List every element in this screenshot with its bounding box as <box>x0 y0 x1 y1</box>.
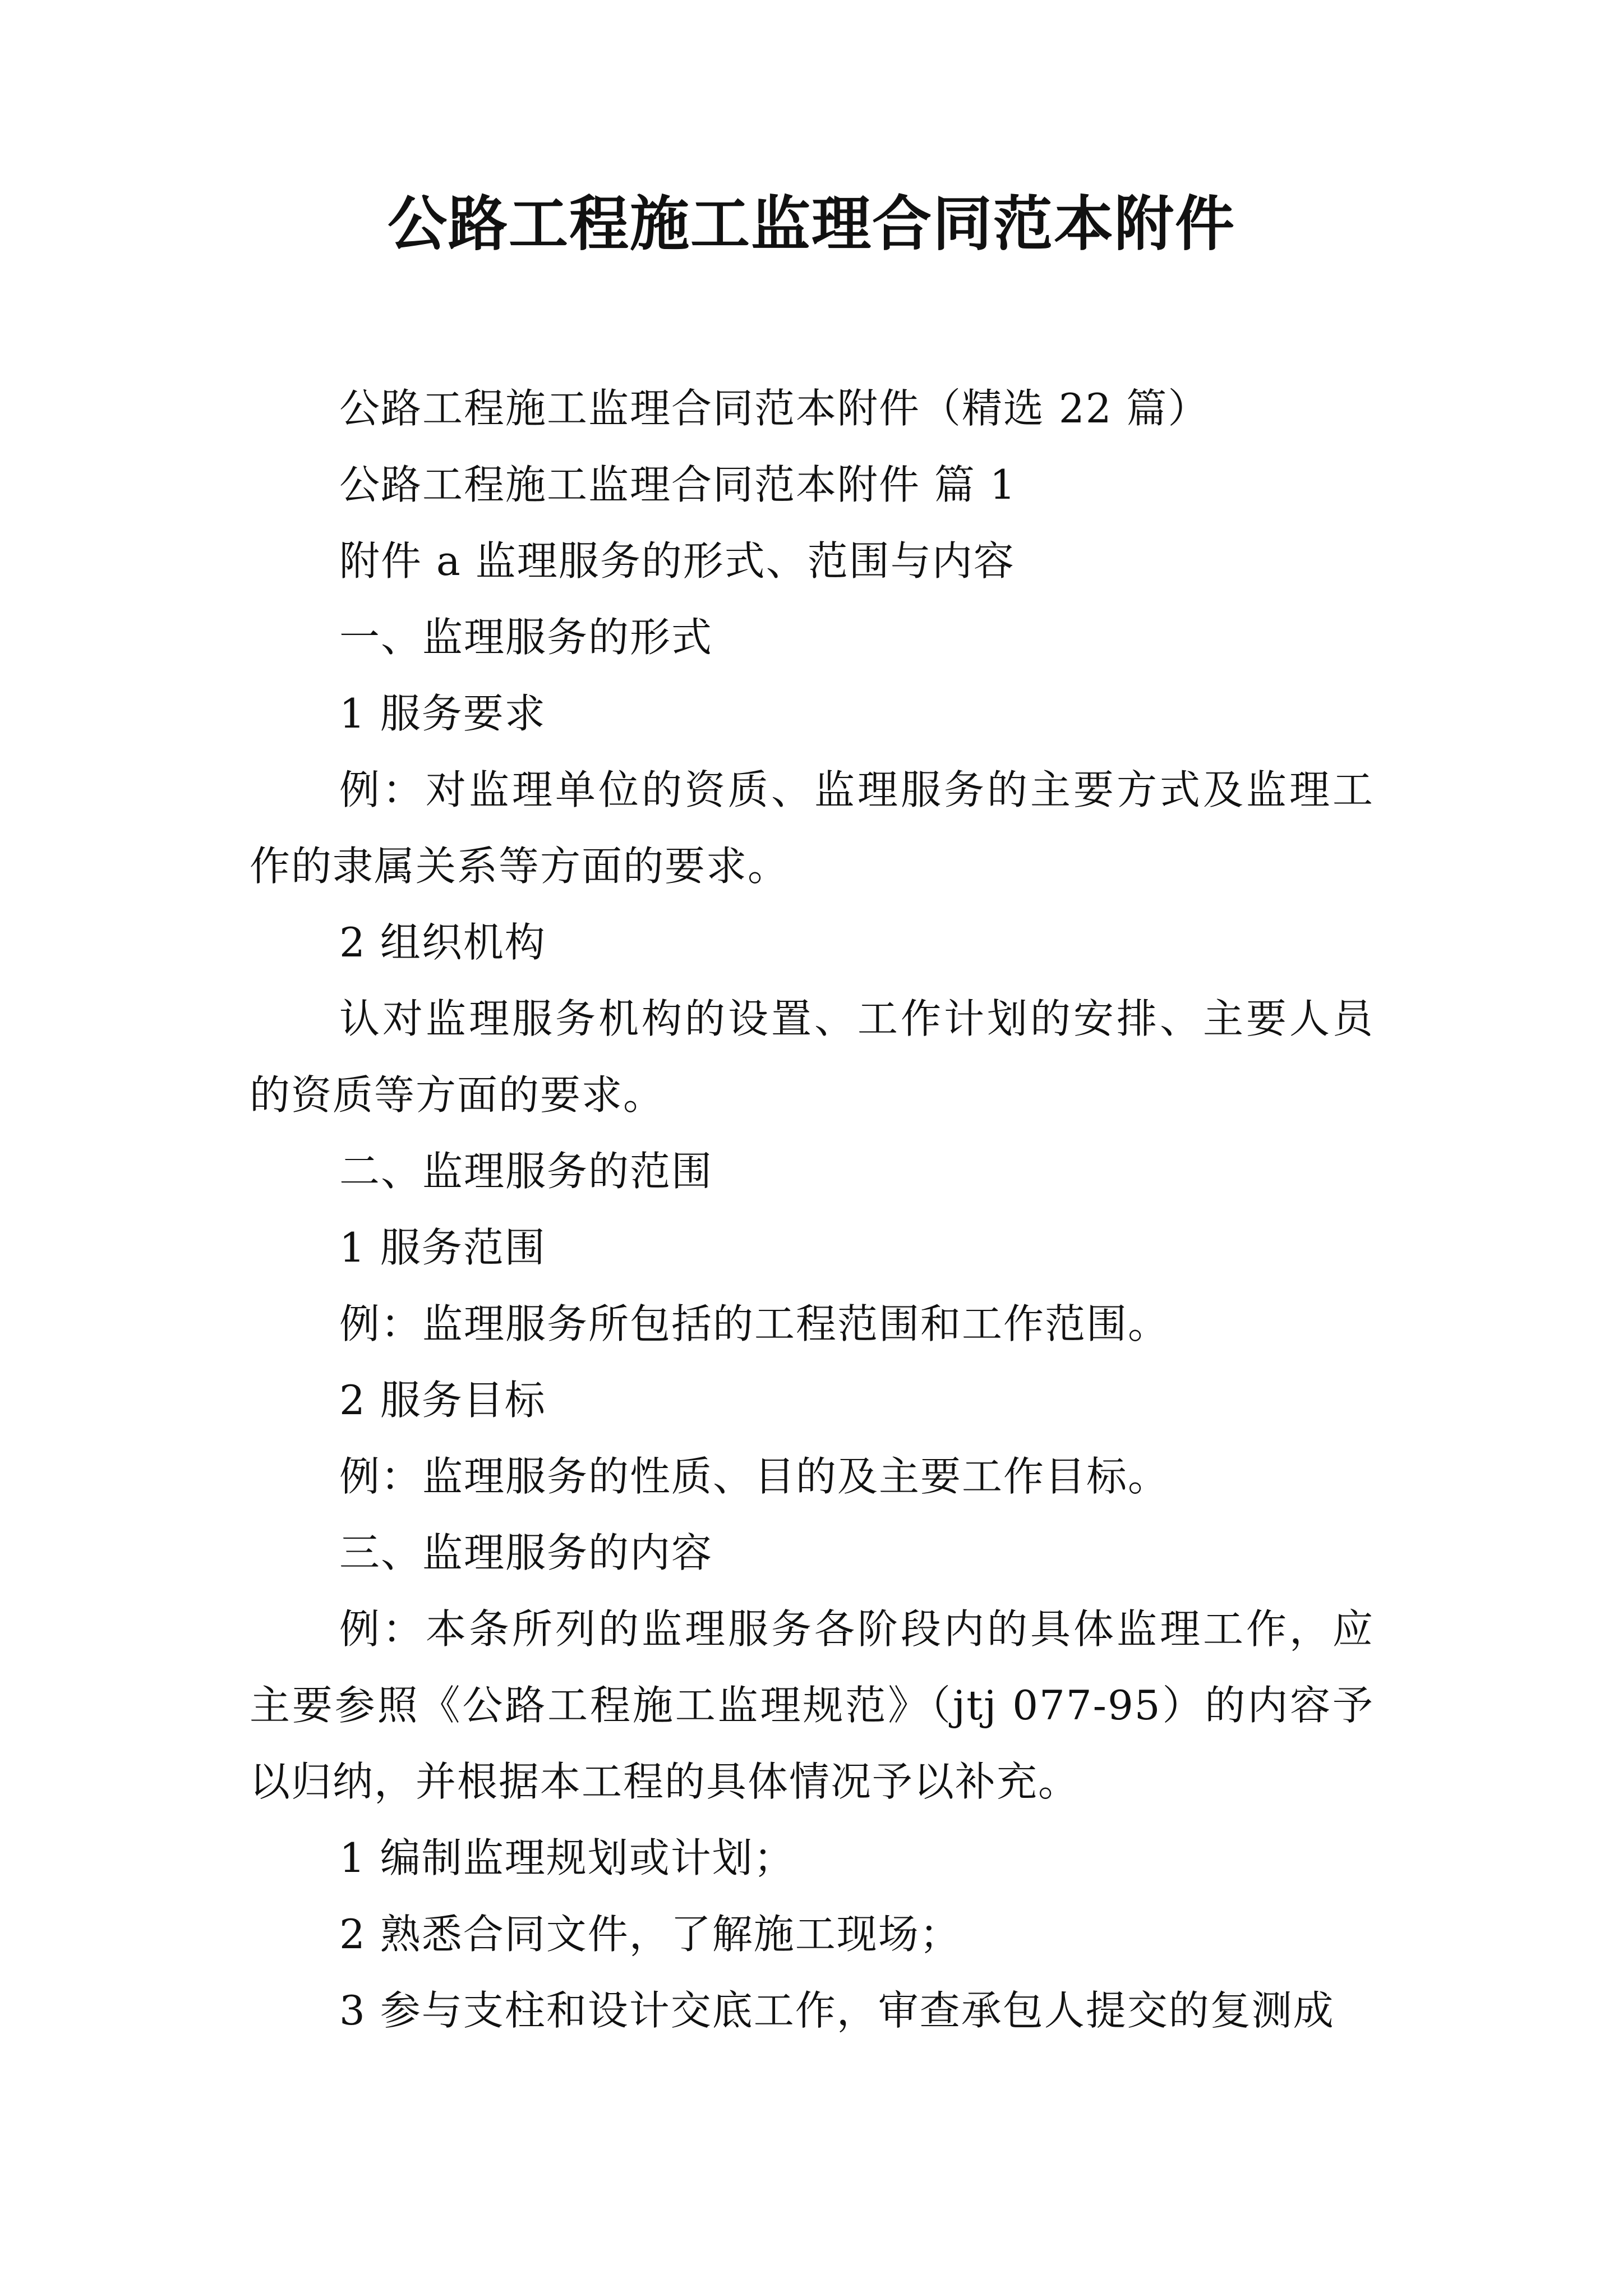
paragraph-requirements-example: 例：对监理单位的资质、监理服务的主要方式及监理工作的隶属关系等方面的要求。 <box>250 766 1374 890</box>
paragraph-item-1: 1 编制监理规划或计划； <box>339 1834 795 1881</box>
paragraph-heading-content: 三、监理服务的内容 <box>339 1529 713 1576</box>
document-body <box>250 370 1374 2049</box>
paragraph-service-scope: 1 服务范围 <box>339 1224 546 1271</box>
paragraph-item-2: 2 熟悉合同文件，了解施工现场； <box>339 1911 961 1958</box>
paragraph-content-example: 例：本条所列的监理服务各阶段内的具体监理工作，应主要参照《公路工程施工监理规范》（jtj 077-95）的内容予以归纳，并根据本工程的具体情况予以补充。 <box>250 1605 1374 1805</box>
paragraph-attachment-title: 附件 a 监理服务的形式、范围与内容 <box>339 537 1015 585</box>
paragraph-scope-example: 例：监理服务所包括的工程范围和工作范围。 <box>339 1300 1170 1347</box>
paragraph-heading-form: 一、监理服务的形式 <box>339 614 713 661</box>
paragraph-item-3: 3 参与支柱和设计交底工作，审查承包人提交的复测成 <box>339 1987 1335 2034</box>
paragraph-goals-example: 例：监理服务的性质、目的及主要工作目标。 <box>339 1453 1170 1500</box>
document-title: 公路工程施工监理合同范本附件 <box>388 190 1235 259</box>
paragraph-organization-text: 认对监理服务机构的设置、工作计划的安排、主要人员的资质等方面的要求。 <box>250 995 1374 1119</box>
paragraph-subtitle: 公路工程施工监理合同范本附件（精选 22 篇） <box>339 385 1210 432</box>
paragraph-heading-scope: 二、监理服务的范围 <box>339 1148 713 1195</box>
paragraph-service-goals: 2 服务目标 <box>339 1377 546 1424</box>
paragraph-organization: 2 组织机构 <box>339 919 546 966</box>
paragraph-section-heading: 公路工程施工监理合同范本附件 篇 1 <box>339 461 1017 508</box>
paragraph-service-requirements: 1 服务要求 <box>339 690 546 737</box>
